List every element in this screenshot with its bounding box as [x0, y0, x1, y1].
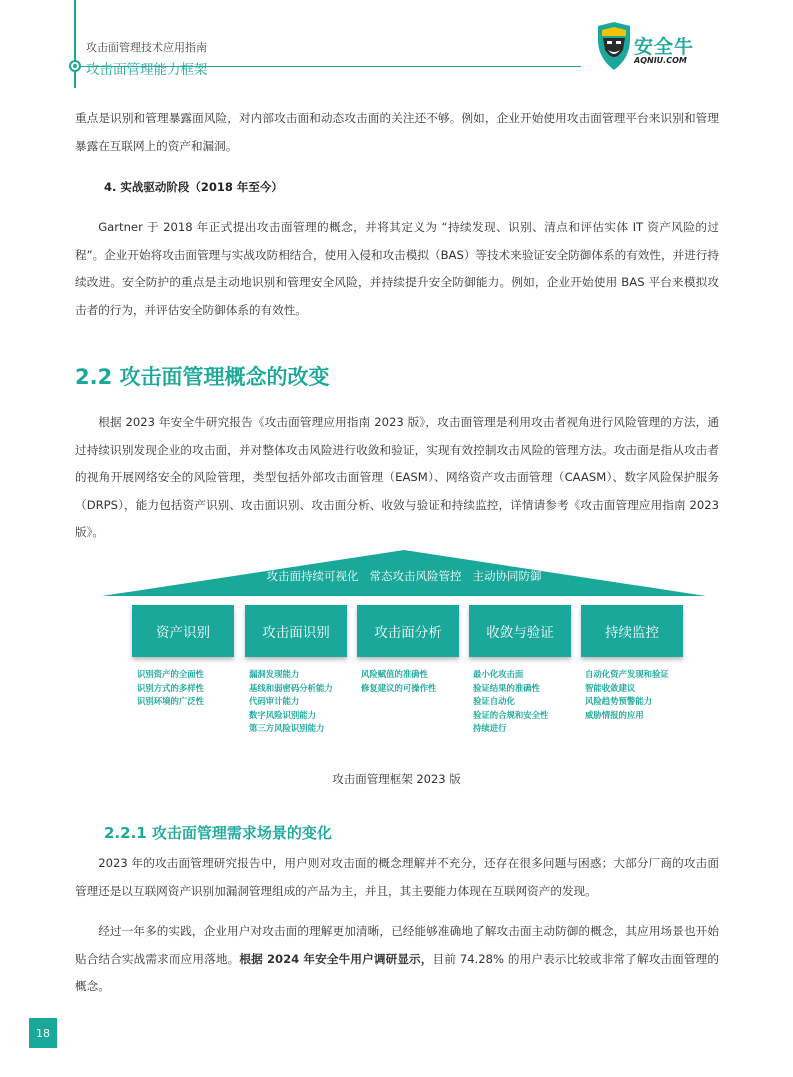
- framework-features-col-3: [361, 668, 436, 695]
- paragraph-2-start: 经过一年多的实践，企业用户对攻击面的理解更加清晰，已经能够准确地了解攻击面主动防御的概念，其应用场景也开始贴合结合实战需求而应用落地。: [75, 924, 719, 966]
- framework-features-col-1: [137, 668, 204, 709]
- framework-roof-text: 攻击面持续可视化 常态攻击风险管控 主动协同防御: [266, 569, 542, 583]
- feature-item: 最小化攻击面: [473, 669, 524, 679]
- feature-item: 数字风险识别能力: [249, 709, 316, 720]
- aqniu-logo: [596, 22, 716, 72]
- feature-item: 自动化资产发现和验证: [585, 669, 669, 679]
- feature-item: 风险赋值的准确性: [361, 669, 428, 679]
- paragraph-2-bold: 根据 2024 年安全牛用户调研显示，: [239, 951, 433, 966]
- feature-item: 第三方风险识别能力: [249, 723, 325, 734]
- figure-caption: 攻击面管理框架 2023 版: [332, 772, 461, 786]
- header-subtitle: 攻击面管理技术应用指南: [86, 41, 207, 54]
- feature-item: 验证的合规和安全性: [473, 709, 549, 720]
- section-2-2-title: 2.2 攻击面管理概念的改变: [75, 365, 330, 389]
- feature-item: 识别环境的广泛性: [137, 696, 204, 707]
- shield-helmet-icon: [596, 22, 632, 72]
- stage4-paragraph: Gartner 于 2018 年正式提出攻击面管理的概念，并将其定义为 “持续发现、识别、清点和评估实体 IT 资产风险的过程”。企业开始将攻击面管理与实战攻防相结合，使用入侵和攻击模拟（BAS）等技术来验证安全防御体系的有效性，并进行持续改进。安全防护的重点是主动地识别和管理安全风险，并持续提升安全防御能力。例如，企业开始使用 BAS 平台来模拟攻击者的行为，并评估安全防御体系的有效性。: [75, 220, 719, 317]
- header-vertical-rule: [74, 0, 76, 88]
- framework-box-continuous-monitoring: 持续监控: [581, 605, 683, 657]
- feature-item: 识别资产的全面性: [137, 669, 204, 679]
- page-number: 18: [29, 1018, 57, 1048]
- feature-item: 漏洞发现能力: [249, 669, 300, 679]
- framework-box-attack-surface-analysis: 攻击面分析: [357, 605, 459, 657]
- feature-item: 验证结果的准确性: [473, 682, 540, 693]
- intro-paragraph: 重点是识别和管理暴露面风险，对内部攻击面和动态攻击面的关注还不够。例如，企业开始使用攻击面管理平台来识别和管理暴露在互联网上的资产和漏洞。: [75, 111, 719, 153]
- feature-item: 验证自动化: [473, 696, 515, 707]
- logo-text-cn: 安全牛: [634, 36, 695, 58]
- framework-features-col-5: [585, 668, 669, 722]
- feature-item: 持续进行: [473, 723, 507, 734]
- feature-item: 识别方式的多样性: [137, 682, 204, 693]
- header-section-title: 攻击面管理能力框架: [86, 62, 208, 78]
- feature-item: 风险趋势预警能力: [585, 696, 652, 707]
- feature-item: 代码审计能力: [249, 696, 300, 707]
- feature-item: 修复建议的可操作性: [361, 682, 437, 693]
- stage4-heading: 4. 实战驱动阶段（2018 年至今）: [104, 180, 283, 194]
- section-2-2-1-paragraph-1: 2023 年的攻击面管理研究报告中，用户则对攻击面的概念理解并不充分，还存在很多问题与困惑；大部分厂商的攻击面管理还是以互联网资产识别加漏洞管理组成的产品为主，并且，其主要能力体现在互联网资产的发现。: [75, 856, 719, 898]
- section-2-2-1-title: 2.2.1 攻击面管理需求场景的变化: [104, 824, 332, 842]
- section-2-2-1-paragraph-2: [75, 918, 719, 1001]
- framework-features-col-4: [473, 668, 548, 736]
- feature-item: 基线和弱密码分析能力: [249, 682, 333, 693]
- paragraph-2-end: 目前 74.28% 的用户表示比较或非常了解攻击面管理的概念。: [75, 951, 719, 994]
- logo-text-en: AQNIU.COM: [634, 56, 687, 65]
- framework-features-col-2: [249, 668, 333, 736]
- framework-box-convergence-verification: 收敛与验证: [469, 605, 571, 657]
- framework-box-asset-identification: 资产识别: [132, 605, 234, 657]
- section-2-2-paragraph: 根据 2023 年安全牛研究报告《攻击面管理应用指南 2023 版》，攻击面管理是利用攻击者视角进行风险管理的方法，通过持续识别发现企业的攻击面，并对整体攻击风险进行收敛和验证，实现有效控制攻击风险的管理方法。攻击面是指从攻击者的视角开展网络安全的风险管理，类型包括外部攻击面管理（EASM）、网络资产攻击面管理（CAASM）、数字风险保护服务（DRPS），能力包括资产识别、攻击面识别、攻击面分析、收敛与验证和持续监控，详情请参考《攻击面管理应用指南 2023 版》。: [75, 415, 719, 540]
- framework-box-attack-surface-identification: 攻击面识别: [245, 605, 347, 657]
- feature-item: 威胁情报的应用: [585, 709, 644, 720]
- feature-item: 智能收敛建议: [585, 682, 636, 693]
- header-dot-icon: [69, 60, 81, 72]
